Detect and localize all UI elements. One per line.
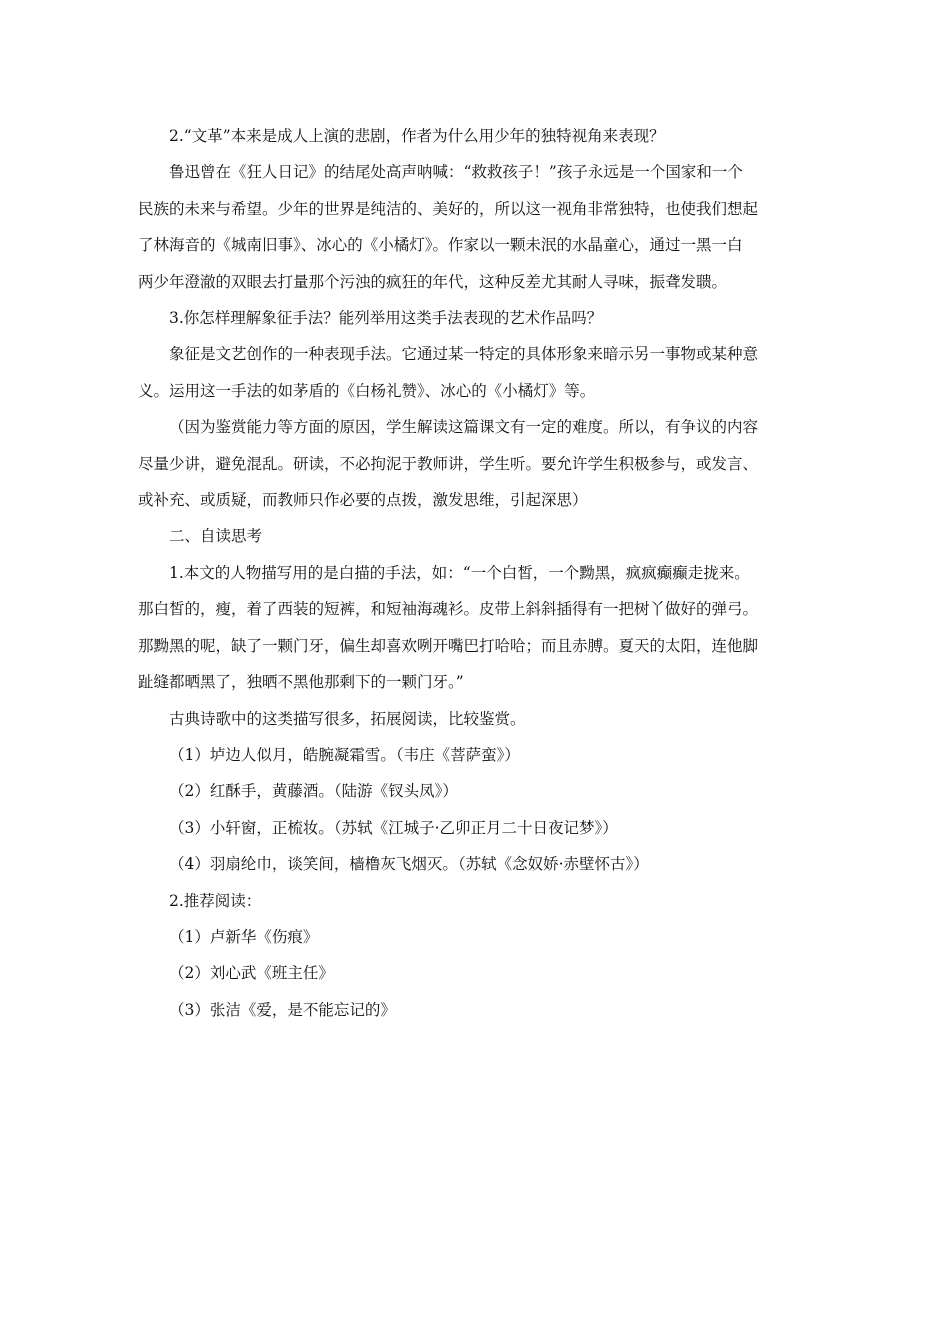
answer-3-line-2: 义。运用这一手法的如茅盾的《白杨礼赞》、冰心的《小橘灯》等。: [138, 381, 596, 400]
teaching-note-line-3: 或补充、或质疑，而教师只作必要的点拨，激发思维，引起深思）: [138, 491, 588, 510]
answer-3-line-1: 象征是文艺创作的一种表现手法。它通过某一特定的具体形象来暗示另一事物或某种意: [169, 345, 759, 364]
recommended-reading-item-3: （3）张洁《爱，是不能忘记的》: [169, 1000, 396, 1019]
teaching-note-line-2: 尽量少讲，避免混乱。研读，不必拘泥于教师讲，学生听。要允许学生积极参与，或发言、: [138, 454, 759, 473]
poem-example-1: （1）垆边人似月，皓腕凝霜雪。（韦庄《菩萨蛮》）: [169, 745, 520, 764]
classical-poetry-intro: 古典诗歌中的这类描写很多，拓展阅读，比较鉴赏。: [169, 709, 526, 728]
question-3-heading: 3.你怎样理解象征手法？能列举用这类手法表现的艺术作品吗？: [169, 309, 603, 328]
teaching-note-line-1: （因为鉴赏能力等方面的原因，学生解读这篇课文有一定的难度。所以，有争议的内容: [169, 418, 759, 437]
section-heading-self-study: 二、自读思考: [169, 527, 263, 546]
answer-2-line-2: 民族的未来与希望。少年的世界是纯洁的、美好的，所以这一视角非常独特，也使我们想起: [138, 199, 759, 218]
recommended-reading-heading: 2.推荐阅读：: [169, 891, 262, 910]
poem-example-3: （3）小轩窗，正梳妆。（苏轼《江城子·乙卯正月二十日夜记梦》）: [169, 818, 618, 837]
answer-2-line-1: 鲁迅曾在《狂人日记》的结尾处高声呐喊：“救救孩子！”孩子永远是一个国家和一个: [169, 163, 743, 182]
item-1-line-1: 1.本文的人物描写用的是白描的手法，如：“一个白皙，一个黝黑，疯疯癫癫走拢来。: [169, 563, 750, 582]
document-body: [138, 118, 810, 1028]
item-1-line-2: 那白皙的，瘦，着了西装的短裤，和短袖海魂衫。皮带上斜斜插得有一把树丫做好的弹弓。: [138, 600, 759, 619]
recommended-reading-item-2: （2）刘心武《班主任》: [169, 964, 334, 983]
poem-example-4: （4）羽扇纶巾，谈笑间，樯橹灰飞烟灭。（苏轼《念奴娇·赤壁怀古》）: [169, 855, 649, 874]
item-1-line-4: 趾缝都晒黑了，独晒不黑他那剩下的一颗门牙。”: [138, 673, 464, 692]
item-1-line-3: 那黝黑的呢，缺了一颗门牙，偏生却喜欢咧开嘴巴打哈哈；而且赤膊。夏天的太阳，连他脚: [138, 636, 759, 655]
answer-2-line-4: 两少年澄澈的双眼去打量那个污浊的疯狂的年代，这种反差尤其耐人寻味，振聋发聩。: [138, 272, 728, 291]
recommended-reading-item-1: （1）卢新华《伤痕》: [169, 927, 319, 946]
question-2-heading: 2.“文革”本来是成人上演的悲剧，作者为什么用少年的独特视角来表现？: [169, 127, 665, 145]
answer-2-line-3: 了林海音的《城南旧事》、冰心的《小橘灯》。作家以一颗未泯的水晶童心，通过一黑一白: [138, 236, 743, 255]
poem-example-2: （2）红酥手，黄藤酒。（陆游《钗头凤》）: [169, 782, 458, 801]
